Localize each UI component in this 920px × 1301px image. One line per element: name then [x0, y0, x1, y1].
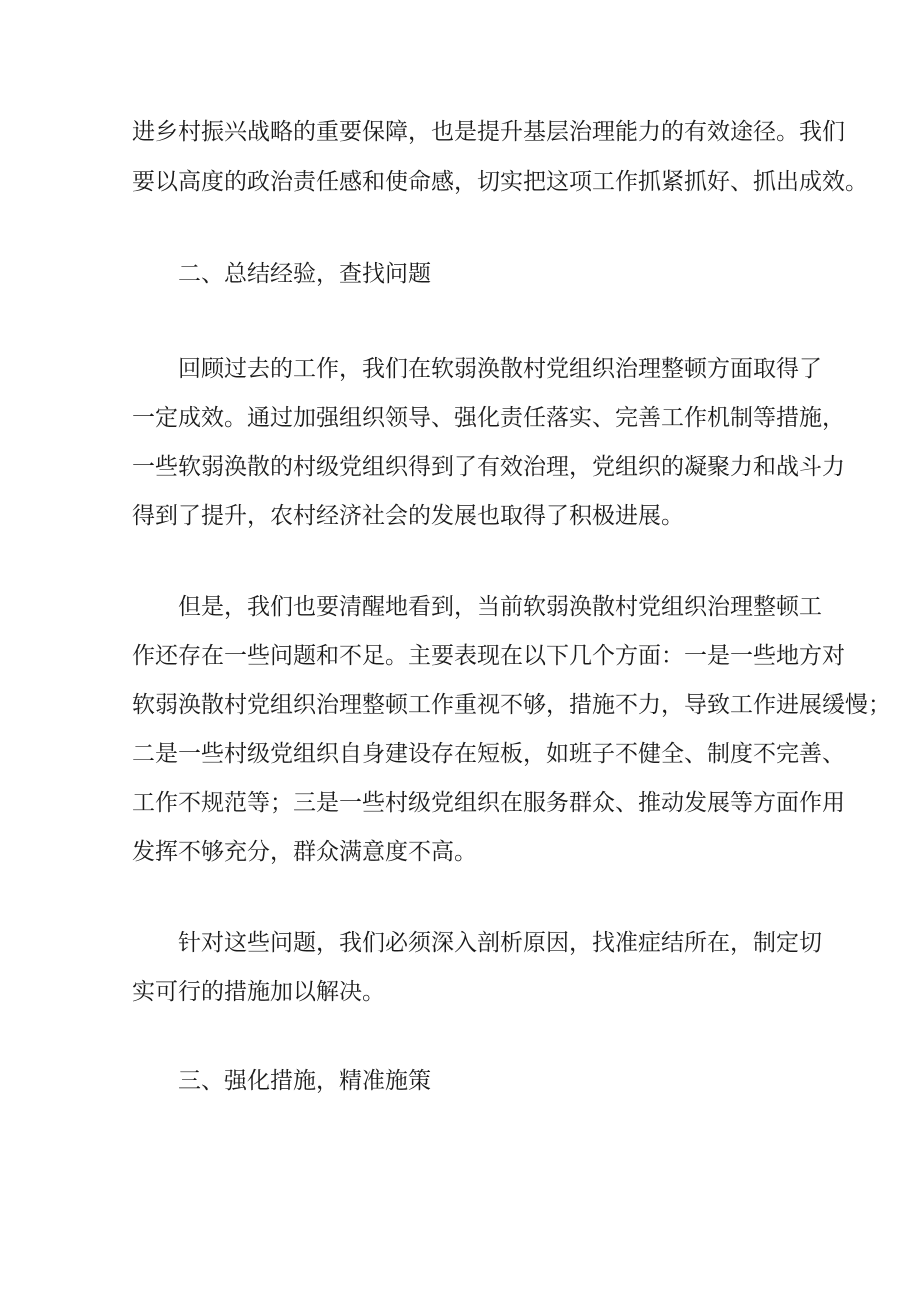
paragraph-3-line-4: 二是一些村级党组织自身建设存在短板，如班子不健全、制度不完善、	[132, 741, 845, 767]
paragraph-3-line-6: 发挥不够充分，群众满意度不高。	[132, 839, 477, 865]
section-heading-3: 三、强化措施，精准施策	[178, 1068, 431, 1094]
paragraph-1-line-1: 进乡村振兴战略的重要保障，也是提升基层治理能力的有效途径。我们	[132, 119, 845, 145]
paragraph-2-line-2: 一定成效。通过加强组织领导、强化责任落实、完善工作机制等措施，	[132, 405, 845, 431]
paragraph-3-line-5: 工作不规范等；三是一些村级党组织在服务群众、推动发展等方面作用	[132, 790, 845, 816]
paragraph-2-line-4: 得到了提升，农村经济社会的发展也取得了积极进展。	[132, 503, 684, 529]
paragraph-3-line-1: 但是，我们也要清醒地看到，当前软弱涣散村党组织治理整顿工	[178, 594, 822, 620]
paragraph-4-line-2: 实可行的措施加以解决。	[132, 979, 385, 1005]
paragraph-1-line-2: 要以高度的政治责任感和使命感，切实把这项工作抓紧抓好、抓出成效。	[132, 169, 868, 195]
paragraph-2-line-1: 回顾过去的工作，我们在软弱涣散村党组织治理整顿方面取得了	[178, 356, 822, 382]
paragraph-3-line-3: 软弱涣散村党组织治理整顿工作重视不够，措施不力，导致工作进展缓慢；	[132, 692, 891, 718]
paragraph-4-line-1: 针对这些问题，我们必须深入剖析原因，找准症结所在，制定切	[178, 930, 822, 956]
paragraph-3-line-2: 作还存在一些问题和不足。主要表现在以下几个方面：一是一些地方对	[132, 643, 845, 669]
section-heading-2: 二、总结经验，查找问题	[178, 261, 431, 287]
paragraph-2-line-3: 一些软弱涣散的村级党组织得到了有效治理，党组织的凝聚力和战斗力	[132, 454, 845, 480]
